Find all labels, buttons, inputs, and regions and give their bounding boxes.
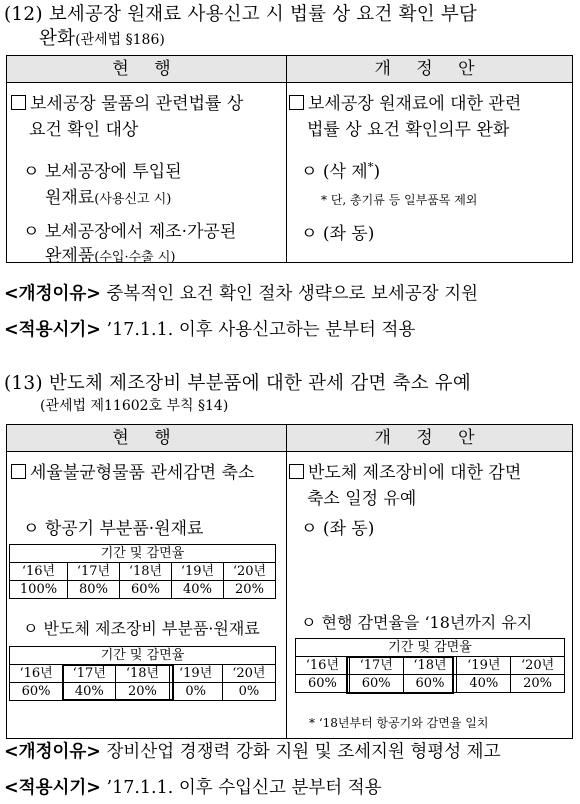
section-12-current-bullet1-line2: 원재료(사용신고 시) bbox=[45, 188, 172, 208]
section-12-current-bullet2-line2: 완제품(수입·수출 시) bbox=[45, 246, 176, 266]
section-12-header-revised: 개 정 안 bbox=[287, 56, 573, 83]
section-12-header-current: 현 행 bbox=[7, 56, 287, 83]
rate-cell: 40% bbox=[171, 581, 223, 599]
section-13-header-revised: 개 정 안 bbox=[287, 425, 573, 452]
checkbox-square-icon bbox=[11, 464, 26, 479]
rate-cell: 40% bbox=[457, 675, 511, 693]
section-13-current-cell bbox=[7, 452, 287, 739]
year-cell: ‘20년 bbox=[222, 665, 275, 683]
section-13-header-current: 현 행 bbox=[7, 425, 287, 452]
rate-cell: 60% bbox=[119, 581, 171, 599]
section-13-title-line1: (13) 반도체 제조장비 부분품에 대한 관세 감면 축소 유예 bbox=[4, 373, 471, 394]
rate-cell: 60% bbox=[403, 675, 457, 693]
section-12-reason: <개정이유> 중복적인 요건 확인 절차 생략으로 보세공장 지원 bbox=[4, 284, 479, 304]
year-cell: ‘18년 bbox=[119, 563, 171, 581]
semiconductor-rate-caption: 기간 및 감면율 bbox=[10, 647, 276, 665]
section-12-title-line1: (12) 보세공장 원재료 사용신고 시 법률 상 요건 확인 부담 bbox=[4, 4, 477, 25]
section-13-comparison-table bbox=[6, 424, 573, 739]
section-12-law-ref: (관세법 §186) bbox=[75, 32, 165, 48]
year-cell: ‘19년 bbox=[169, 665, 222, 683]
section-12-comparison-table bbox=[6, 55, 573, 266]
rate-cell: 20% bbox=[511, 675, 565, 693]
section-13-revised-bullet2: ㅇ 현행 감면율을 ‘18년까지 유지 bbox=[301, 613, 533, 632]
year-cell: ‘16년 bbox=[296, 657, 350, 675]
section-13-revised-cell bbox=[287, 452, 573, 739]
revised-rate-table bbox=[295, 638, 565, 693]
section-12-revised-box-line1: 보세공장 원재료에 대한 관련 bbox=[289, 89, 521, 114]
checkbox-square-icon bbox=[289, 464, 304, 479]
rate-cell: 0% bbox=[169, 683, 222, 701]
year-cell: ‘18년 bbox=[403, 657, 457, 675]
year-cell: ‘17년 bbox=[67, 563, 119, 581]
year-cell: ‘20년 bbox=[511, 657, 565, 675]
section-12-current-bullet1: ㅇ 보세공장에 투입된 bbox=[23, 162, 182, 182]
rate-cell: 0% bbox=[222, 683, 275, 701]
rate-cell: 40% bbox=[63, 683, 116, 701]
section-12-title-suffix: 완화 bbox=[39, 28, 76, 49]
aircraft-rate-table bbox=[9, 544, 276, 599]
year-cell: ‘16년 bbox=[10, 563, 68, 581]
year-cell: ‘17년 bbox=[349, 657, 403, 675]
section-13-current-box: 세율불균형물품 관세감면 축소 bbox=[11, 458, 254, 483]
rate-cell: 80% bbox=[67, 581, 119, 599]
section-12-revised-bullet2: ㅇ (좌 동) bbox=[301, 224, 375, 244]
revised-rate-caption: 기간 및 감면율 bbox=[296, 639, 565, 657]
section-12-revised-box-line2: 법률 상 요건 확인의무 완화 bbox=[307, 120, 510, 140]
checkbox-square-icon bbox=[11, 95, 26, 110]
section-13-revised-box-line2: 축소 일정 유예 bbox=[307, 489, 417, 509]
rate-cell: 60% bbox=[349, 675, 403, 693]
year-cell: ‘20년 bbox=[223, 563, 275, 581]
section-12-effective-date: <적용시기> ’17.1.1. 이후 사용신고하는 분부터 적용 bbox=[4, 320, 416, 340]
section-13-revised-bullet1: ㅇ (좌 동) bbox=[301, 519, 375, 539]
year-cell: ‘19년 bbox=[457, 657, 511, 675]
section-12-revised-bullet1: ㅇ (삭 제*) bbox=[301, 159, 381, 182]
year-cell: ‘16년 bbox=[10, 665, 63, 683]
checkbox-square-icon bbox=[289, 95, 304, 110]
section-12-revised-cell bbox=[287, 83, 573, 263]
section-13-law-ref: (관세법 제11602호 부칙 §14) bbox=[40, 398, 229, 414]
year-cell: ‘17년 bbox=[63, 665, 116, 683]
section-12-current-box-line1: 보세공장 물품의 관련법률 상 bbox=[11, 89, 243, 114]
year-cell: ‘18년 bbox=[116, 665, 169, 683]
year-cell: ‘19년 bbox=[171, 563, 223, 581]
section-13-current-bullet2: ㅇ 반도체 제조장비 부분품·원재료 bbox=[23, 619, 260, 638]
section-12-title-line2 bbox=[39, 24, 165, 50]
section-12-current-cell bbox=[7, 83, 287, 266]
section-13-effective-date: <적용시기> ’17.1.1. 이후 수입신고 분부터 적용 bbox=[4, 778, 382, 798]
section-12-current-box-line2: 요건 확인 대상 bbox=[29, 120, 139, 140]
section-12-current-bullet2: ㅇ 보세공장에서 제조·가공된 bbox=[23, 222, 237, 242]
rate-cell: 20% bbox=[223, 581, 275, 599]
semiconductor-rate-table bbox=[9, 646, 276, 701]
section-13-revised-note: * ‘18년부터 항공기와 감면율 일치 bbox=[309, 716, 489, 730]
rate-cell: 60% bbox=[296, 675, 350, 693]
rate-cell: 20% bbox=[116, 683, 169, 701]
section-13-revised-box-line1: 반도체 제조장비에 대한 감면 bbox=[289, 458, 521, 483]
section-12-revised-note: * 단, 총기류 등 일부품목 제외 bbox=[321, 193, 478, 207]
aircraft-rate-caption: 기간 및 감면율 bbox=[10, 545, 276, 563]
section-13-reason: <개정이유> 장비산업 경쟁력 강화 지원 및 조세지원 형평성 제고 bbox=[4, 742, 501, 762]
rate-cell: 60% bbox=[10, 683, 63, 701]
section-13-current-bullet1: ㅇ 항공기 부분품·원재료 bbox=[23, 519, 204, 539]
rate-cell: 100% bbox=[10, 581, 68, 599]
